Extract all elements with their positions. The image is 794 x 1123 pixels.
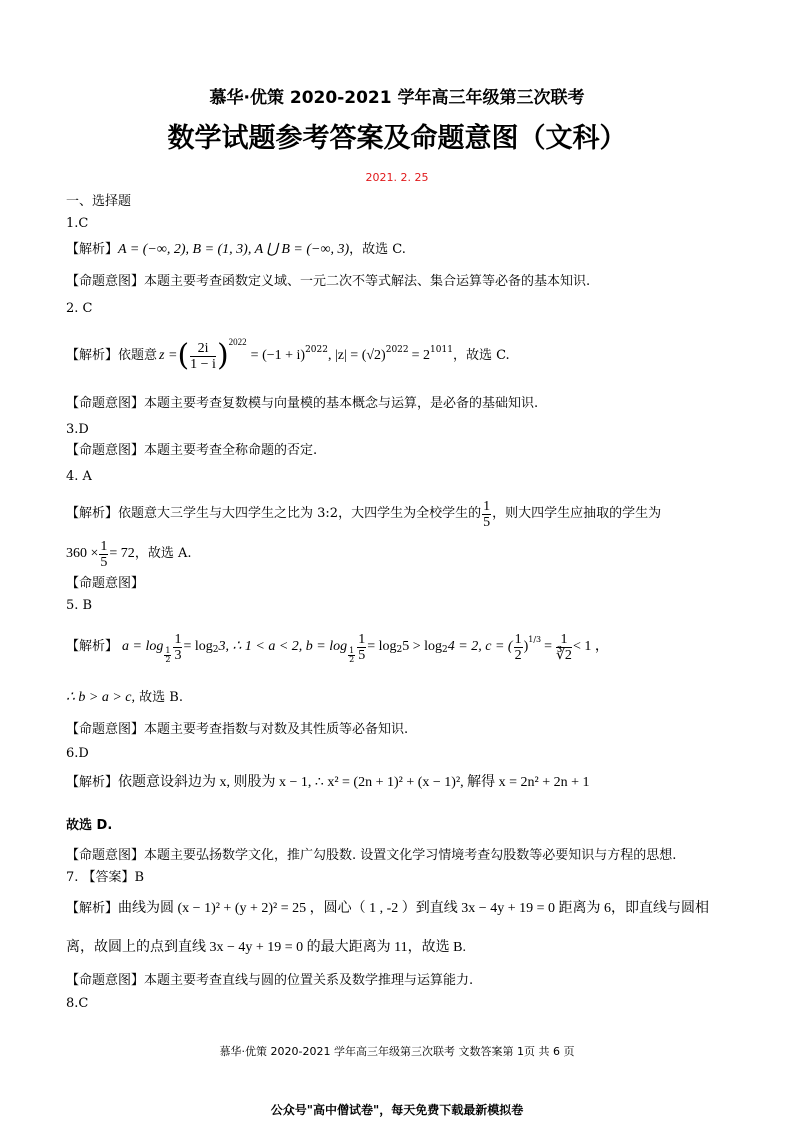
q2-frac-denominator: 1 − i	[190, 356, 216, 372]
q4-l2-frac-numerator: 1	[100, 538, 108, 554]
q5-sub2b: 2	[396, 645, 403, 655]
q5-mid2: 3, ∴ 1 < a < 2, b = log	[218, 639, 348, 654]
section-heading: 一、选择题	[66, 194, 132, 209]
q2-exp4: 1011	[430, 345, 453, 355]
frac2-d: 5	[358, 647, 366, 663]
q5-sub2c: 2	[442, 645, 448, 655]
q6-analysis	[66, 775, 590, 791]
q2-intent-text: 本题主要考查复数模与向量模的基本概念与运算，是必备的基础知识.	[144, 396, 539, 411]
q2-intent	[66, 396, 538, 412]
q5-line2	[66, 690, 183, 706]
q2-exp2: 2022	[305, 345, 328, 355]
q2-z: z =	[159, 348, 178, 363]
intent-label: 【命题意图】	[66, 396, 145, 411]
q1-math: A = (−∞, 2), B = (1, 3), A ⋃ B = (−∞, 3)	[118, 242, 350, 257]
q6-text: 依题意设斜边为 x, 则股为 x − 1, ∴ x² = (2n + 1)² + (x − 1)², 解得 x = 2n² + 2n + 1	[118, 775, 590, 790]
q4-frac-denominator: 5	[483, 514, 491, 530]
intent-label: 【命题意图】	[66, 274, 145, 289]
frac4-n: 1	[556, 632, 572, 648]
q3-intent	[66, 443, 317, 459]
base-num: 1	[349, 646, 355, 655]
q6-intent-text: 本题主要弘扬数学文化，推广勾股数. 设置文化学习情境考查勾股数等必要知识与方程的思想.	[144, 848, 677, 863]
analysis-label: 【解析】	[66, 506, 119, 521]
q4-line2-fraction	[99, 539, 108, 570]
q5-frac2	[357, 632, 366, 663]
intent-label: 【命题意图】	[66, 722, 145, 737]
q1-analysis	[66, 242, 406, 258]
q5-number: 5. B	[66, 598, 93, 613]
q5-frac1	[173, 632, 182, 663]
exam-title: 慕华·优策 2020-2021 学年高三年级第三次联考	[209, 88, 585, 108]
q4-number: 4. A	[66, 469, 92, 484]
q4-intent	[66, 576, 144, 592]
q4-tail: ，则大四学生应抽取的学生为	[492, 506, 662, 521]
q5-line2-tail: 故选 B.	[139, 690, 183, 705]
document-date: 2021. 2. 25	[365, 171, 429, 184]
q1-tail: ，故选 C.	[349, 242, 406, 257]
q2-fraction	[190, 341, 216, 372]
frac1-n: 1	[174, 631, 182, 647]
promo-footer: 公众号"高中僧试卷"，每天免费下载最新模拟卷	[270, 1103, 524, 1117]
q7-analysis	[66, 901, 709, 917]
q5-sub2: 2	[212, 645, 219, 655]
q3-number: 3.D	[66, 422, 89, 437]
base-den: 2	[165, 655, 171, 664]
analysis-label: 【解析】	[66, 242, 119, 257]
q4-l2-frac-denominator: 5	[100, 554, 108, 570]
q2-frac-numerator: 2i	[190, 341, 216, 357]
q7-line2-text: 离，故圆上的点到直线 3x − 4y + 19 = 0 的最大距离为 11，故选 B.	[66, 940, 467, 955]
q4-frac-numerator: 1	[483, 498, 491, 514]
q4-text: 依题意大三学生与大四学生之比为 3:2，大四学生为全校学生的	[118, 506, 482, 521]
q7-intent-text: 本题主要考查直线与圆的位置关系及数学推理与运算能力.	[144, 973, 474, 988]
q1-number: 1.C	[66, 216, 89, 231]
base-den: 2	[349, 655, 355, 664]
analysis-label: 【解析】	[66, 901, 119, 916]
q1-intent	[66, 274, 590, 290]
q5-end: < 1 ，	[572, 639, 609, 654]
intent-label: 【命题意图】	[66, 973, 145, 988]
q6-number: 6.D	[66, 746, 89, 761]
intent-label: 【命题意图】	[66, 576, 145, 591]
frac3-d: 2	[514, 647, 522, 663]
q5-analysis	[66, 626, 609, 668]
q5-log-base-2	[348, 647, 355, 664]
q5-intent	[66, 722, 408, 738]
q7-intent	[66, 973, 473, 989]
q2-rest2: , |z| = (√2)	[327, 348, 386, 363]
q6-intent	[66, 848, 676, 864]
intent-label: 【命题意图】	[66, 848, 145, 863]
document-title: 数学试题参考答案及命题意图（文科）	[167, 123, 627, 154]
q5-intent-text: 本题主要考查指数与对数及其性质等必备知识.	[144, 722, 409, 737]
q2-exp3: 2022	[385, 345, 409, 355]
q4-line2-post: = 72	[109, 546, 135, 561]
q4-line2	[66, 536, 191, 572]
q7-number: 7. 【答案】B	[66, 870, 145, 885]
q7-text: 曲线为圆 (x − 1)² + (y + 2)² = 25 ，圆心（ 1 , -2 ）到直线 3x − 4y + 19 = 0 距离为 6，即直线与圆相	[118, 901, 709, 916]
q2-number: 2. C	[66, 301, 93, 316]
q5-line2-math: ∴ b > a > c,	[66, 690, 136, 705]
analysis-label: 【解析】	[66, 348, 119, 363]
q3-intent-text: 本题主要考查全称命题的否定.	[144, 443, 318, 458]
q4-line2-tail: ，故选 A.	[134, 546, 192, 561]
frac2-n: 1	[358, 631, 366, 647]
q2-exp: 2022	[228, 337, 247, 347]
q5-mid6: )	[523, 639, 529, 654]
q5-log-base-1	[164, 647, 171, 664]
intent-label: 【命题意图】	[66, 443, 145, 458]
q4-line2-pre: 360 ×	[66, 546, 99, 561]
q5-exp: 1/3	[528, 635, 542, 644]
page-footer: 慕华·优策 2020-2021 学年高三年级第三次联考 文数答案第 1页 共 6 页	[219, 1045, 575, 1058]
q2-rest3: = 2	[411, 348, 431, 363]
base-num: 1	[165, 646, 171, 655]
q2-rest1: = (−1 + i)	[250, 348, 306, 363]
q5-a: a = log	[122, 639, 164, 654]
frac1-d: 3	[174, 647, 182, 663]
q1-intent-text: 本题主要考查函数定义域、一元二次不等式解法、集合运算等必备的基本知识.	[144, 274, 591, 289]
q5-mid4: 5 > log	[402, 639, 443, 654]
analysis-label: 【解析】	[66, 639, 119, 654]
q5-mid5: 4 = 2, c = (	[447, 639, 513, 654]
q4-analysis	[66, 494, 661, 534]
q5-frac4	[556, 632, 572, 663]
frac3-n: 1	[514, 631, 522, 647]
q5-mid3: = log	[367, 639, 397, 654]
frac4-d: ∛2	[556, 647, 572, 663]
q8-number: 8.C	[66, 996, 89, 1011]
q5-mid1: = log	[183, 639, 213, 654]
left-paren: (	[177, 338, 190, 373]
right-paren: )	[216, 338, 229, 373]
q5-frac3	[514, 632, 523, 663]
q5-mid7: =	[544, 639, 553, 654]
q2-tail: ，故选 C.	[452, 348, 510, 363]
q7-line2	[66, 940, 466, 956]
q4-fraction	[482, 499, 491, 530]
q2-pre: 依题意	[118, 348, 158, 363]
q2-analysis	[66, 334, 510, 378]
analysis-label: 【解析】	[66, 775, 119, 790]
q6-line2: 故选 D.	[66, 818, 113, 833]
